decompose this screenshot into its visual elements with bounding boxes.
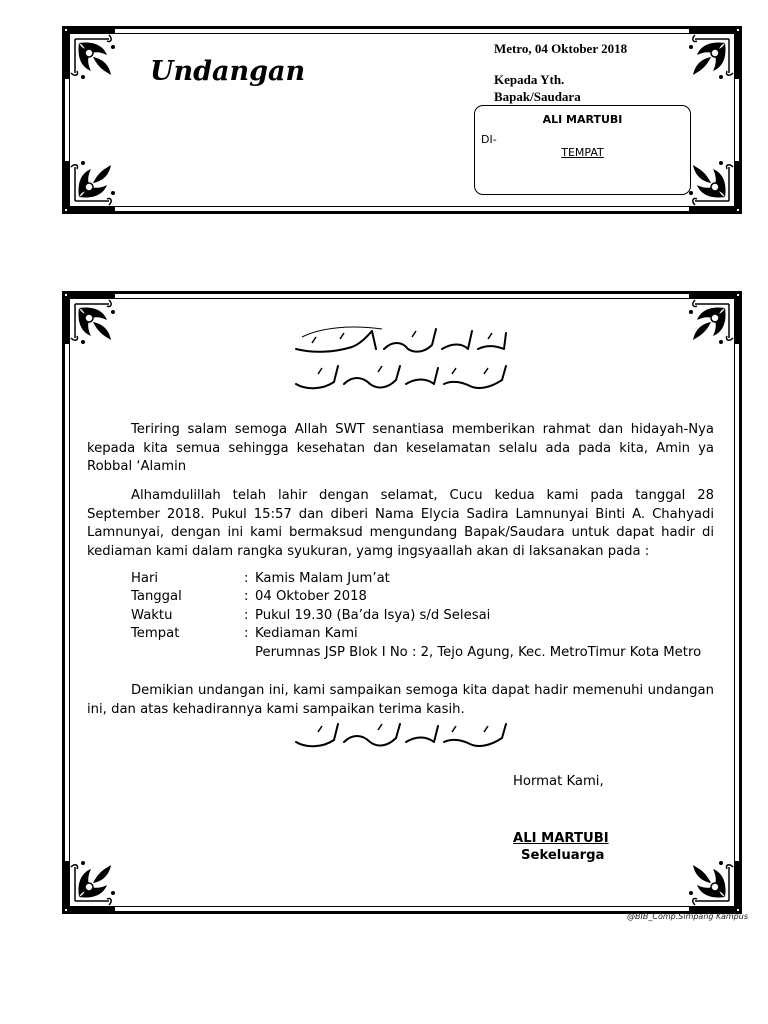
- opening-paragraph: Teriring salam semoga Allah SWT senantiasa memberikan rahmat dan hidayah-Nya kepada kita semua sehingga kesehatan dan keselamatan selalu ada pada kita, Amin ya Robbal ‘Alamin: [87, 422, 714, 474]
- envelope-title: Undangan: [150, 56, 306, 87]
- detail-value: 04 Oktober 2018: [255, 589, 367, 604]
- address-box: [474, 105, 691, 195]
- signer-name: ALI MARTUBI: [513, 831, 609, 846]
- credit-watermark: @BIB_Comp.Simpang Kampus: [627, 912, 748, 921]
- corner-ornament-icon: [685, 27, 741, 83]
- detail-colon: :: [244, 589, 249, 604]
- detail-value: Kediaman Kami: [255, 626, 358, 641]
- corner-ornament-icon: [685, 292, 741, 348]
- bismillah-calligraphy-icon: [292, 323, 510, 357]
- detail-address-line: Perumnas JSP Blok I No : 2, Tejo Agung, Kec. MetroTimur Kota Metro: [255, 645, 702, 660]
- envelope-to-line1: Kepada Yth.: [494, 72, 565, 87]
- detail-colon: :: [244, 608, 249, 623]
- detail-value: Kamis Malam Jum’at: [255, 571, 390, 586]
- envelope-to-line2: Bapak/Saudara: [494, 89, 581, 104]
- detail-label: Tempat: [131, 626, 180, 641]
- envelope-date: Metro, 04 Oktober 2018: [494, 41, 628, 56]
- closing-salam-calligraphy-icon: [292, 718, 510, 752]
- corner-ornament-icon: [63, 857, 119, 913]
- address-tempat: TEMPAT: [561, 146, 604, 159]
- detail-label: Tanggal: [131, 589, 182, 604]
- signer-family: Sekeluarga: [521, 848, 605, 863]
- corner-ornament-icon: [63, 27, 119, 83]
- detail-colon: :: [244, 571, 249, 586]
- detail-value: Pukul 19.30 (Ba’da Isya) s/d Selesai: [255, 608, 491, 623]
- regards-text: Hormat Kami,: [513, 774, 604, 789]
- salam-calligraphy-icon: [292, 360, 510, 394]
- recipient-name: ALI MARTUBI: [542, 113, 623, 126]
- detail-colon: :: [244, 626, 249, 641]
- closing-paragraph: Demikian undangan ini, kami sampaikan semoga kita dapat hadir memenuhi undangan ini, dan atas kehadirannya kami sampaikan terima kasih.: [87, 683, 714, 717]
- address-di: DI-: [481, 133, 497, 146]
- detail-label: Hari: [131, 571, 159, 586]
- corner-ornament-icon: [685, 857, 741, 913]
- corner-ornament-icon: [685, 157, 741, 213]
- detail-label: Waktu: [131, 608, 173, 623]
- corner-ornament-icon: [63, 292, 119, 348]
- corner-ornament-icon: [63, 157, 119, 213]
- announcement-paragraph: Alhamdulillah telah lahir dengan selamat, Cucu kedua kami pada tanggal 28 September 2018. Pukul 15:57 dan diberi Nama Elycia Sadira Lamnunyai Binti A. Chahyadi Lamnunyai, dengan ini kami bermaksud mengundang Bapak/Saudara untuk dapat hadir di kediaman kami dalam rangka syukuran, yamg ingsyaallah akan di laksanakan pada :: [87, 488, 714, 559]
